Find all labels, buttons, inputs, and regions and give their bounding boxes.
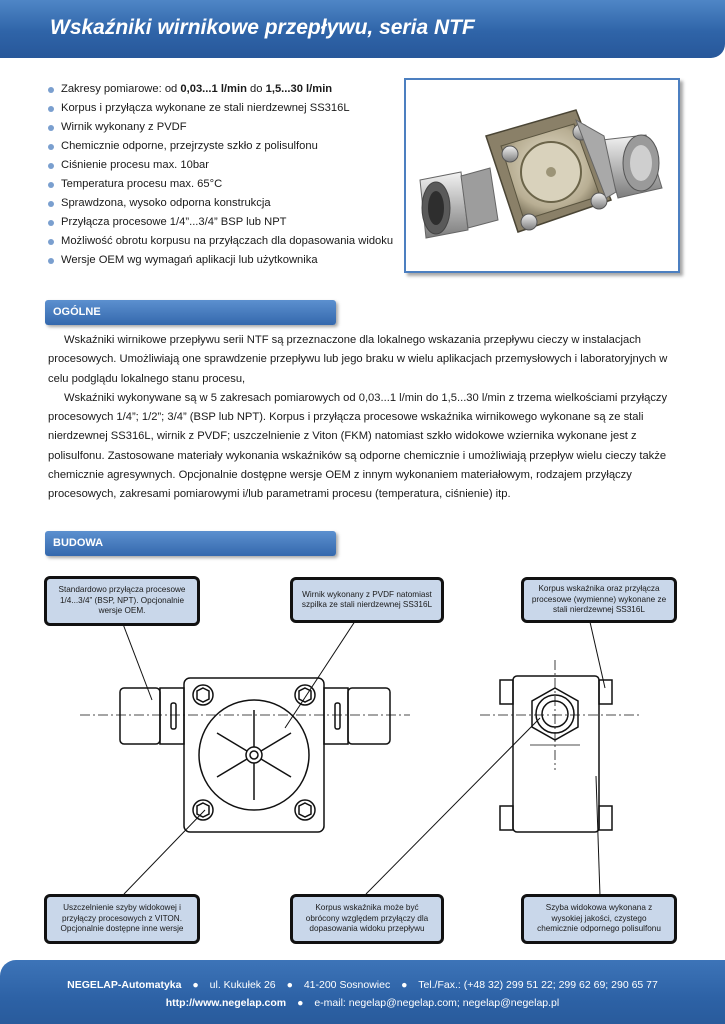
callout-connections: Standardowo przyłącza procesowe 1/4...3/4” (BSP, NPT). Opcjonalnie wersje OEM. — [44, 576, 200, 626]
feature-item: Możliwość obrotu korpusu na przyłączach dla dopasowania widoku — [48, 232, 398, 251]
feature-item: Ciśnienie procesu max. 10bar — [48, 156, 398, 175]
phone: Tel./Fax.: (+48 32) 299 51 22; 299 62 69; 290 65 77 — [418, 979, 658, 991]
feature-item: Przyłącza procesowe 1/4”...3/4” BSP lub NPT — [48, 213, 398, 232]
city: 41-200 Sosnowiec — [303, 979, 391, 991]
flow-indicator-photo-illustration — [406, 80, 678, 271]
section-header-general: OGÓLNE — [45, 300, 336, 325]
page-header — [0, 0, 725, 58]
page-footer — [0, 960, 725, 1024]
bullet-separator: ● — [286, 979, 293, 991]
callout-sight-glass: Szyba widokowa wykonana z wysokiej jakości, czystego chemicznie odpornego polisulfonu — [521, 894, 677, 944]
website-link[interactable]: http://www.negelap.com — [165, 997, 287, 1009]
company-name: NEGELAP-Automatyka — [67, 979, 182, 991]
bullet-separator: ● — [192, 979, 199, 991]
feature-item: Chemicznie odporne, przejrzyste szkło z polisulfonu — [48, 137, 398, 156]
feature-item: Sprawdzona, wysoko odporna konstrukcja — [48, 194, 398, 213]
callout-seal: Uszczelnienie szyby widokowej i przyłączy procesowych z VITON. Opcjonalnie dostępne inne wersje — [44, 894, 200, 944]
page-title: Wskaźniki wirnikowe przepływu, seria NTF — [50, 16, 475, 39]
paragraph: Wskaźniki wirnikowe przepływu serii NTF są przeznaczone dla lokalnego wskazania przepływu cieczy w instalacjach procesowych. Umożliwiają one sprawdzenie przepływu lub jego braku w wielu aplikacjach przemysłowych i laboratoryjnych w celu podglądu lokalnego stanu procesu, — [48, 334, 668, 385]
street: ul. Kukułek 26 — [209, 979, 276, 991]
product-photo — [404, 78, 680, 273]
email-link[interactable]: e-mail: negelap@negelap.com; negelap@negelap.pl — [314, 997, 560, 1009]
general-description — [48, 331, 668, 505]
footer-address — [0, 979, 725, 991]
bullet-separator: ● — [401, 979, 408, 991]
footer-contact — [0, 997, 725, 1009]
feature-item: Zakresy pomiarowe: od 0,03...1 l/min do 1,5...30 l/min — [48, 80, 398, 99]
feature-item: Wirnik wykonany z PVDF — [48, 118, 398, 137]
callout-body: Korpus wskaźnika oraz przyłącza procesowe (wymienne) wykonane ze stali nierdzewnej SS316L — [521, 577, 677, 623]
callout-rotor: Wirnik wykonany z PVDF natomiast szpilka ze stali nierdzewnej SS316L — [290, 577, 444, 623]
callout-rotation: Korpus wskaźnika może być obrócony względem przyłączy dla dopasowania widoku przepływu — [290, 894, 444, 944]
feature-item: Korpus i przyłącza wykonane ze stali nierdzewnej SS316L — [48, 99, 398, 118]
bullet-separator: ● — [297, 997, 304, 1009]
feature-list — [48, 80, 398, 270]
feature-item: Temperatura procesu max. 65°C — [48, 175, 398, 194]
section-header-construction: BUDOWA — [45, 531, 336, 556]
paragraph: Wskaźniki wykonywane są w 5 zakresach pomiarowych od 0,03...1 l/min do 1,5...30 l/min z trzema wielkościami przyłączy procesowych 1/4”; 1/2”; 3/4” (BSP lub NPT). Korpus i przyłącza procesowe wskaźnika wirnikowego wykonane są ze stali nierdzewnej SS316L, wirnik z PVDF; uszczelnienie z Viton (FKM) natomiast szkło widokowe wziernika wykonane jest z polisulfonu. Zastosowane materiały wykonania wskaźników są odporne chemicznie i umożliwiają przepływ wielu cieczy także chemicznie agresywnych. Opcjonalnie dostępne wersje OEM z innym wykonaniem materiałowym, rodzajem przyłączy procesowych, zakresami pomiarowymi i/lub parametrami procesu (temperatura, ciśnienie) itp. — [48, 391, 668, 501]
feature-item: Wersje OEM wg wymagań aplikacji lub użytkownika — [48, 251, 398, 270]
